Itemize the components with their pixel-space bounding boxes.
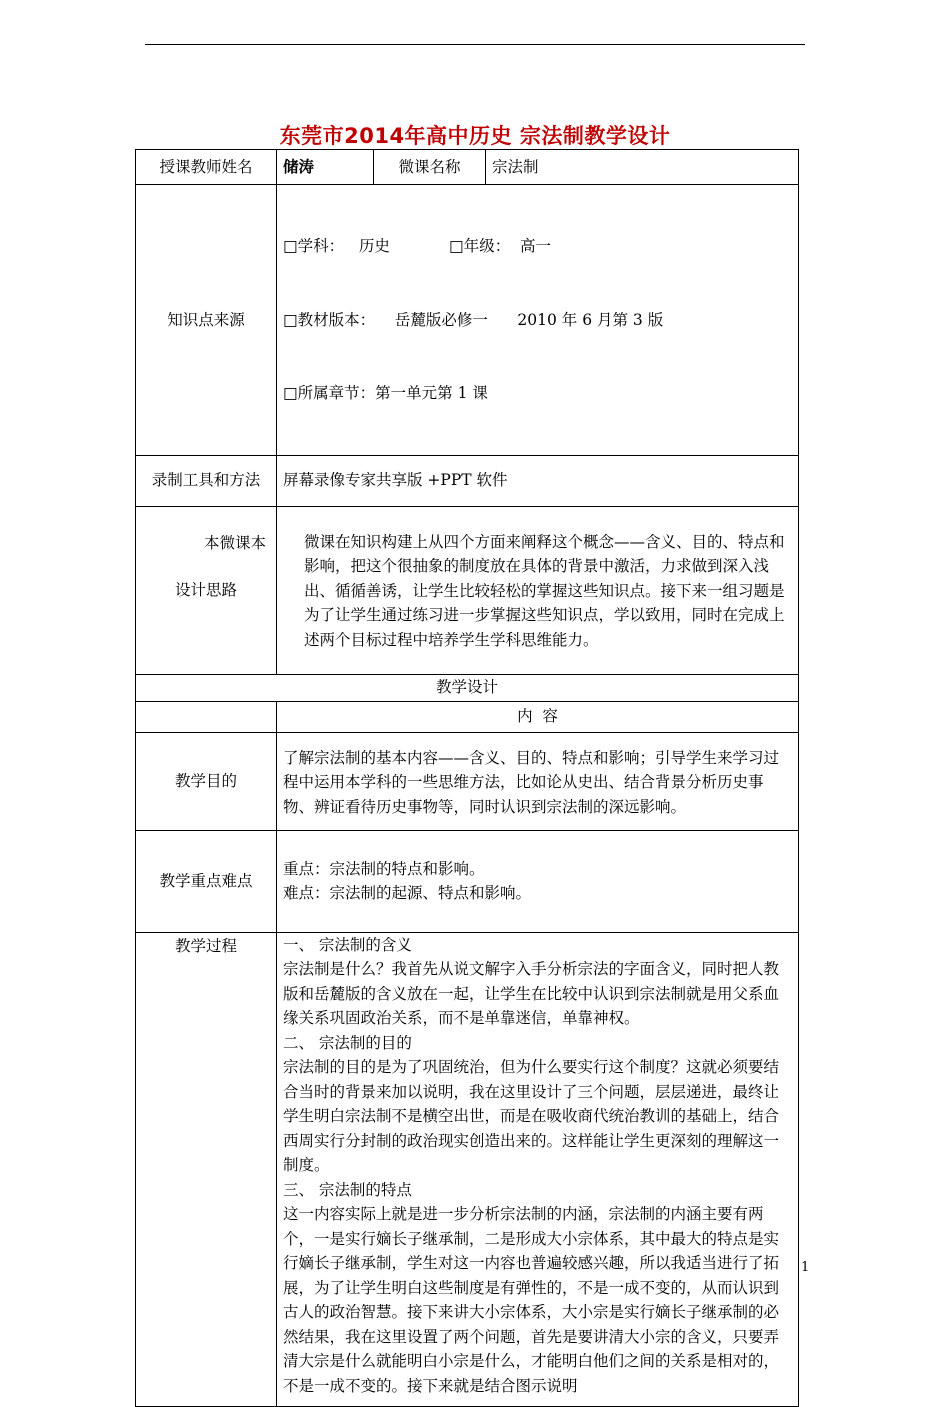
- tools-value: 屏幕录像专家共享版 +PPT 软件: [277, 455, 799, 506]
- process-paragraph-1: 宗法制是什么？我首先从说文解字入手分析宗法的字面含义，同时把人教版和岳麓版的含义放在一起，让学生在比较中认识到宗法制就是用父系血缘关系巩固政治关系，而不是单靠迷信，单靠神权。: [283, 960, 780, 1027]
- course-name-label: 微课名称: [374, 150, 486, 185]
- key-points-row: [136, 830, 799, 932]
- tools-row: [136, 455, 799, 506]
- document-title: 东莞市2014年高中历史 宗法制教学设计: [279, 124, 671, 148]
- content-header: 内 容: [277, 701, 799, 732]
- page-number: 1: [801, 1260, 810, 1275]
- header-rule: [145, 44, 805, 45]
- design-idea-overflow-text: 本微课本: [204, 533, 267, 552]
- blank-cell: [136, 701, 277, 732]
- objectives-text: 了解宗法制的基本内容——含义、目的、特点和影响；引导学生来学习过程中运用本学科的一些思维方法，比如论从史出、结合背景分析历史事物、辨证看待历史事物等，同时认识到宗法制的深远影响。: [277, 732, 799, 830]
- section-header-row: [136, 674, 799, 701]
- subject-grade-line: □学科： 历史 □年级： 高一: [283, 237, 552, 255]
- source-row: [136, 185, 799, 456]
- chapter-line: □所属章节：第一单元第 1 课: [283, 384, 488, 402]
- difficulty-line: 难点：宗法制的起源、特点和影响。: [283, 884, 532, 902]
- content-header-row: [136, 701, 799, 732]
- design-idea-text: 微课在知识构建上从四个方面来阐释这个概念——含义、目的、特点和影响，把这个很抽象的制度放在具体的背景中激活，力求做到深入浅出、循循善诱，让学生比较轻松的掌握这些知识点。接下来一组习题是为了让学生通过练习进一步掌握这些知识点，学以致用，同时在完成上述两个目标过程中培养学生学科思维能力。: [277, 506, 799, 674]
- process-heading-2: 二、 宗法制的目的: [283, 1033, 412, 1052]
- section-header: 教学设计: [136, 674, 799, 701]
- process-heading-1: 一、 宗法制的含义: [283, 935, 412, 954]
- lesson-plan-table: [135, 149, 799, 1407]
- design-idea-label-cell: [136, 506, 277, 674]
- key-points-label: 教学重点难点: [136, 830, 277, 932]
- process-heading-3: 三、 宗法制的特点: [283, 1180, 412, 1199]
- objectives-row: [136, 732, 799, 830]
- source-details: [277, 185, 799, 456]
- teacher-name: 储涛: [277, 150, 374, 185]
- process-text: [277, 932, 799, 1406]
- course-name: 宗法制: [486, 150, 799, 185]
- process-paragraph-2: 宗法制的目的是为了巩固统治，但为什么要实行这个制度？这就必须要结合当时的背景来加以说明，我在这里设计了三个问题，层层递进，最终让学生明白宗法制不是横空出世，而是在吸收商代统治教训的基础上，结合西周实行分封制的政治现实创造出来的。这样能让学生更深刻的理解这一制度。: [283, 1058, 780, 1174]
- design-idea-label: 设计思路: [174, 580, 237, 599]
- teacher-row: [136, 150, 799, 185]
- source-label: 知识点来源: [136, 185, 277, 456]
- design-idea-row: [136, 506, 799, 674]
- objectives-label: 教学目的: [136, 732, 277, 830]
- focus-line: 重点：宗法制的特点和影响。: [283, 859, 485, 878]
- process-row: [136, 932, 799, 1406]
- process-paragraph-3: 这一内容实际上就是进一步分析宗法制的内涵，宗法制的内涵主要有两个，一是实行嫡长子继承制，二是形成大小宗体系，其中最大的特点是实行嫡长子继承制，学生对这一内容也普遍较感兴趣，所以我适当进行了拓展，为了让学生明白这些制度是有弹性的，不是一成不变的，从而认识到古人的政治智慧。接下来讲大小宗体系，大小宗是实行嫡长子继承制的必然结果，我在这里设置了两个问题，首先是要讲清大小宗的含义，只要弄清大宗是什么就能明白小宗是什么，才能明白他们之间的关系是相对的，不是一成不变的。接下来就是结合图示说明: [283, 1205, 780, 1395]
- process-label: 教学过程: [136, 932, 277, 1406]
- key-points-text: [277, 830, 799, 932]
- edition-line: □教材版本： 岳麓版必修一 2010 年 6 月第 3 版: [283, 310, 664, 329]
- tools-label: 录制工具和方法: [136, 455, 277, 506]
- teacher-label: 授课教师姓名: [136, 150, 277, 185]
